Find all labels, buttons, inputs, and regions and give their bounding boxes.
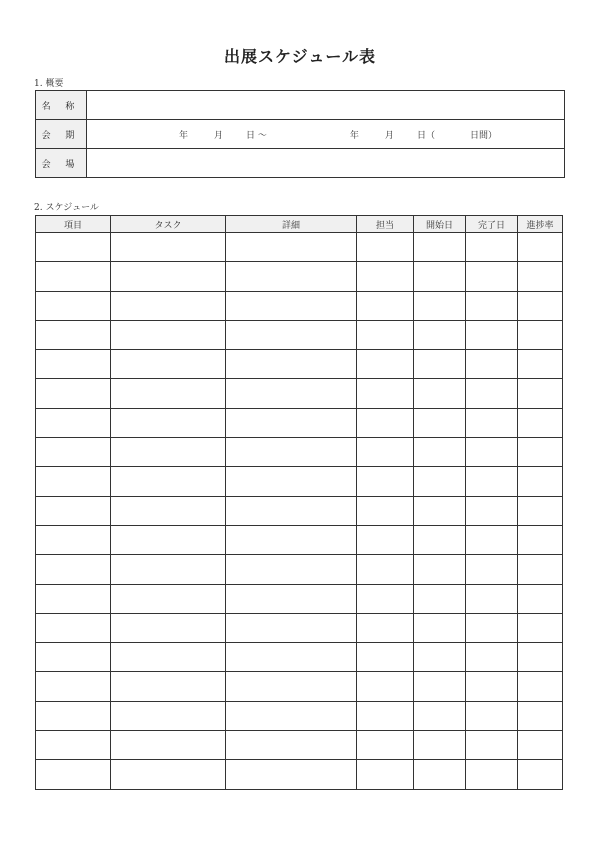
cell-end-date[interactable]	[466, 760, 518, 789]
cell-owner[interactable]	[357, 613, 414, 642]
overview-row-period	[36, 120, 565, 149]
cell-end-date[interactable]	[466, 291, 518, 320]
cell-detail[interactable]	[226, 233, 357, 262]
cell-detail[interactable]	[226, 350, 357, 379]
cell-end-date[interactable]	[466, 379, 518, 408]
cell-task[interactable]	[111, 262, 226, 291]
cell-end-date[interactable]	[466, 613, 518, 642]
cell-item[interactable]	[36, 731, 111, 760]
cell-detail[interactable]	[226, 467, 357, 496]
name-field[interactable]	[87, 91, 565, 120]
cell-detail[interactable]	[226, 438, 357, 467]
col-header-item: 項目	[36, 216, 111, 233]
table-row	[36, 525, 563, 554]
cell-end-date[interactable]	[466, 262, 518, 291]
cell-start-date[interactable]	[414, 233, 466, 262]
cell-detail[interactable]	[226, 672, 357, 701]
period-day-2: 日（	[416, 130, 435, 141]
cell-detail[interactable]	[226, 613, 357, 642]
period-field[interactable]	[87, 120, 565, 149]
cell-progress[interactable]	[518, 438, 563, 467]
overview-section-label: 1. 概要	[34, 79, 64, 89]
cell-end-date[interactable]	[466, 350, 518, 379]
cell-progress[interactable]	[518, 496, 563, 525]
name-label: 名 称	[36, 91, 87, 120]
schedule-body	[36, 233, 563, 790]
cell-end-date[interactable]	[466, 233, 518, 262]
cell-start-date[interactable]	[414, 379, 466, 408]
table-row	[36, 555, 563, 584]
cell-start-date[interactable]	[414, 467, 466, 496]
cell-owner[interactable]	[357, 233, 414, 262]
cell-detail[interactable]	[226, 555, 357, 584]
cell-end-date[interactable]	[466, 643, 518, 672]
cell-detail[interactable]	[226, 408, 357, 437]
table-row	[36, 760, 563, 789]
cell-detail[interactable]	[226, 291, 357, 320]
cell-detail[interactable]	[226, 701, 357, 730]
table-row	[36, 731, 563, 760]
cell-task[interactable]	[111, 438, 226, 467]
cell-start-date[interactable]	[414, 496, 466, 525]
cell-start-date[interactable]	[414, 408, 466, 437]
cell-owner[interactable]	[357, 408, 414, 437]
cell-item[interactable]	[36, 379, 111, 408]
cell-detail[interactable]	[226, 525, 357, 554]
cell-end-date[interactable]	[466, 672, 518, 701]
cell-end-date[interactable]	[466, 467, 518, 496]
period-month-2: 月	[384, 130, 394, 141]
cell-item[interactable]	[36, 672, 111, 701]
table-row	[36, 291, 563, 320]
cell-detail[interactable]	[226, 262, 357, 291]
cell-progress[interactable]	[518, 613, 563, 642]
cell-item[interactable]	[36, 643, 111, 672]
cell-start-date[interactable]	[414, 525, 466, 554]
cell-progress[interactable]	[518, 525, 563, 554]
cell-owner[interactable]	[357, 584, 414, 613]
schedule-header-row	[36, 216, 563, 233]
table-row	[36, 643, 563, 672]
cell-task[interactable]	[111, 379, 226, 408]
cell-start-date[interactable]	[414, 584, 466, 613]
cell-progress[interactable]	[518, 408, 563, 437]
cell-detail[interactable]	[226, 379, 357, 408]
cell-progress[interactable]	[518, 584, 563, 613]
col-header-detail: 詳細	[226, 216, 357, 233]
table-row	[36, 408, 563, 437]
cell-owner[interactable]	[357, 555, 414, 584]
overview-row-name	[36, 91, 565, 120]
cell-start-date[interactable]	[414, 555, 466, 584]
cell-task[interactable]	[111, 584, 226, 613]
cell-start-date[interactable]	[414, 672, 466, 701]
period-year-1: 年	[179, 130, 189, 141]
overview-table	[35, 90, 565, 178]
cell-owner[interactable]	[357, 438, 414, 467]
cell-start-date[interactable]	[414, 320, 466, 349]
cell-start-date[interactable]	[414, 350, 466, 379]
table-row	[36, 613, 563, 642]
cell-progress[interactable]	[518, 643, 563, 672]
cell-task[interactable]	[111, 701, 226, 730]
cell-start-date[interactable]	[414, 760, 466, 789]
period-days: 日間）	[469, 130, 497, 141]
cell-owner[interactable]	[357, 731, 414, 760]
cell-end-date[interactable]	[466, 701, 518, 730]
cell-end-date[interactable]	[466, 438, 518, 467]
cell-task[interactable]	[111, 291, 226, 320]
cell-end-date[interactable]	[466, 555, 518, 584]
table-row	[36, 701, 563, 730]
cell-owner[interactable]	[357, 701, 414, 730]
table-row	[36, 262, 563, 291]
period-month-1: 月	[214, 130, 224, 141]
cell-task[interactable]	[111, 233, 226, 262]
cell-item[interactable]	[36, 350, 111, 379]
cell-task[interactable]	[111, 643, 226, 672]
cell-start-date[interactable]	[414, 262, 466, 291]
period-day-1: 日 ～	[246, 130, 267, 141]
cell-task[interactable]	[111, 496, 226, 525]
cell-start-date[interactable]	[414, 643, 466, 672]
cell-end-date[interactable]	[466, 496, 518, 525]
period-label: 会 期	[36, 120, 87, 149]
cell-progress[interactable]	[518, 262, 563, 291]
cell-owner[interactable]	[357, 672, 414, 701]
cell-owner[interactable]	[357, 262, 414, 291]
cell-owner[interactable]	[357, 379, 414, 408]
schedule-table	[35, 215, 563, 790]
cell-progress[interactable]	[518, 467, 563, 496]
cell-item[interactable]	[36, 320, 111, 349]
cell-start-date[interactable]	[414, 613, 466, 642]
period-year-2: 年	[349, 130, 359, 141]
cell-owner[interactable]	[357, 467, 414, 496]
cell-item[interactable]	[36, 262, 111, 291]
cell-item[interactable]	[36, 291, 111, 320]
cell-item[interactable]	[36, 525, 111, 554]
cell-owner[interactable]	[357, 350, 414, 379]
cell-end-date[interactable]	[466, 408, 518, 437]
cell-item[interactable]	[36, 467, 111, 496]
col-header-task: タスク	[111, 216, 226, 233]
table-row	[36, 379, 563, 408]
table-row	[36, 233, 563, 262]
cell-start-date[interactable]	[414, 438, 466, 467]
cell-task[interactable]	[111, 672, 226, 701]
cell-task[interactable]	[111, 467, 226, 496]
cell-item[interactable]	[36, 555, 111, 584]
cell-end-date[interactable]	[466, 731, 518, 760]
page-title: 出展スケジュール表	[223, 47, 377, 66]
cell-detail[interactable]	[226, 760, 357, 789]
overview-row-venue	[36, 149, 565, 178]
cell-start-date[interactable]	[414, 291, 466, 320]
cell-owner[interactable]	[357, 496, 414, 525]
cell-detail[interactable]	[226, 731, 357, 760]
cell-start-date[interactable]	[414, 731, 466, 760]
cell-task[interactable]	[111, 731, 226, 760]
cell-task[interactable]	[111, 613, 226, 642]
cell-task[interactable]	[111, 760, 226, 789]
cell-progress[interactable]	[518, 291, 563, 320]
cell-owner[interactable]	[357, 525, 414, 554]
cell-task[interactable]	[111, 525, 226, 554]
cell-task[interactable]	[111, 350, 226, 379]
table-row	[36, 467, 563, 496]
cell-start-date[interactable]	[414, 701, 466, 730]
cell-end-date[interactable]	[466, 584, 518, 613]
cell-detail[interactable]	[226, 320, 357, 349]
cell-owner[interactable]	[357, 291, 414, 320]
table-row	[36, 350, 563, 379]
cell-item[interactable]	[36, 701, 111, 730]
cell-task[interactable]	[111, 408, 226, 437]
cell-progress[interactable]	[518, 555, 563, 584]
cell-detail[interactable]	[226, 584, 357, 613]
cell-task[interactable]	[111, 555, 226, 584]
cell-owner[interactable]	[357, 760, 414, 789]
col-header-start-date: 開始日	[414, 216, 466, 233]
cell-item[interactable]	[36, 408, 111, 437]
cell-progress[interactable]	[518, 701, 563, 730]
cell-progress[interactable]	[518, 731, 563, 760]
cell-progress[interactable]	[518, 233, 563, 262]
venue-label: 会 場	[36, 149, 87, 178]
cell-item[interactable]	[36, 613, 111, 642]
cell-progress[interactable]	[518, 350, 563, 379]
col-header-owner: 担当	[357, 216, 414, 233]
cell-item[interactable]	[36, 584, 111, 613]
col-header-end-date: 完了日	[466, 216, 518, 233]
cell-task[interactable]	[111, 320, 226, 349]
table-row	[36, 496, 563, 525]
cell-owner[interactable]	[357, 643, 414, 672]
cell-progress[interactable]	[518, 320, 563, 349]
cell-item[interactable]	[36, 760, 111, 789]
cell-end-date[interactable]	[466, 525, 518, 554]
cell-owner[interactable]	[357, 320, 414, 349]
table-row	[36, 438, 563, 467]
cell-detail[interactable]	[226, 496, 357, 525]
col-header-progress: 進捗率	[518, 216, 563, 233]
cell-detail[interactable]	[226, 643, 357, 672]
table-row	[36, 672, 563, 701]
table-row	[36, 584, 563, 613]
cell-item[interactable]	[36, 233, 111, 262]
venue-field[interactable]	[87, 149, 565, 178]
cell-end-date[interactable]	[466, 320, 518, 349]
cell-item[interactable]	[36, 496, 111, 525]
table-row	[36, 320, 563, 349]
schedule-section-label: 2. スケジュール	[34, 203, 99, 213]
cell-progress[interactable]	[518, 760, 563, 789]
cell-progress[interactable]	[518, 379, 563, 408]
cell-progress[interactable]	[518, 672, 563, 701]
cell-item[interactable]	[36, 438, 111, 467]
